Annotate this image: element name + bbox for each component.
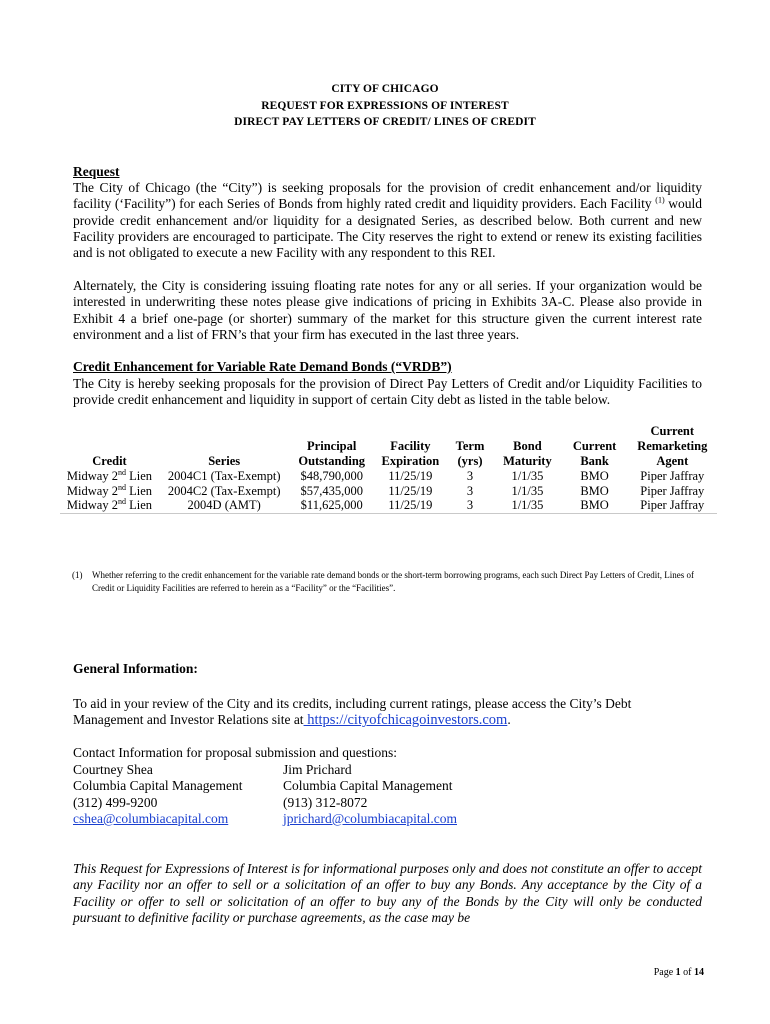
col-header-agent: Current Remarketing Agent (637, 424, 708, 468)
alternate-paragraph: Alternately, the City is considering issuing floating rate notes for any or all series. If your organization would be interested in underwriting these notes please give indications of pricing in Exhibits 3A-C. Please also provide in Exhibit 4 a brief one-page (or shorter) summary of the market for this structure given the current interest rate environment and a list of FRN’s that your firm has executed in the last three years. (73, 278, 702, 342)
footnote-text: Whether referring to the credit enhancement for the variable rate demand bonds or the short-term borrowing programs, each such Direct Pay Letters of Credit, Lines of Credit or Liquidity Facilities are referred to herein as a “Facility” or the “Facilities”. (92, 570, 695, 593)
header-line-1: CITY OF CHICAGO (331, 83, 439, 95)
contact-right-company: Columbia Capital Management (283, 778, 453, 794)
contact-right-phone: (913) 312-8072 (283, 794, 368, 810)
page-number: Page 1 of 14 (653, 967, 704, 978)
cell-maturity: 1/1/35 (511, 469, 544, 483)
header-line-2: REQUEST FOR EXPRESSIONS OF INTEREST (261, 100, 509, 112)
col-header-bank: Current Bank (572, 439, 617, 468)
cell-expiration: 11/25/19 (388, 498, 433, 512)
credit-enhancement-heading: Credit Enhancement for Variable Rate Demand Bonds (“VRDB”) (73, 359, 452, 374)
cell-agent: Piper Jaffray (640, 483, 705, 498)
cell-term: 3 (466, 469, 474, 483)
cell-bank: BMO (580, 469, 609, 483)
footnote (72, 569, 712, 594)
investor-site-link[interactable]: https://cityofchicagoinvestors.com (303, 712, 508, 729)
request-paragraph (73, 180, 702, 261)
cell-term: 3 (466, 498, 474, 512)
col-header-expiration: Facility Expiration (381, 439, 440, 468)
table-row (60, 498, 717, 513)
cell-agent: Piper Jaffray (640, 469, 705, 483)
contact-left (73, 762, 242, 827)
contact-left-company: Columbia Capital Management (73, 778, 243, 794)
cell-principal: $48,790,000 (300, 469, 363, 483)
col-header-series: Series (208, 454, 241, 468)
contact-left-name: Courtney Shea (73, 762, 153, 777)
bonds-table (60, 424, 717, 513)
col-header-maturity: Bond Maturity (503, 439, 552, 468)
cell-bank: BMO (580, 483, 609, 498)
cell-expiration: 11/25/19 (388, 483, 433, 498)
general-info-paragraph: To aid in your review of the City and its credits, including current ratings, please access the City’s Debt Management and Investor Relations site at https://cityofchicagoinvestors.com. (73, 696, 632, 729)
cell-credit: Midway 2nd Lien (66, 482, 153, 498)
cell-series: 2004D (AMT) (187, 498, 261, 512)
cell-credit: Midway 2nd Lien (66, 496, 153, 512)
col-header-principal: Principal Outstanding (298, 439, 366, 468)
credit-enhancement-paragraph: The City is hereby seeking proposals for the provision of Direct Pay Letters of Credit and/or Liquidity Facilities to provide credit enhancement and liquidity in support of certain City debt as listed in the table below. (73, 376, 702, 408)
contact-left-email[interactable]: cshea@columbiacapital.com (73, 810, 229, 826)
request-text-1: The City of Chicago (the “City”) is seeking proposals for the provision of credit enhancement and/or liquidity facility (‘Facility”) for each Series of Bonds from highly rated credit and liquidity providers. Each Facility (73, 180, 702, 212)
contact-left-phone: (312) 499-9200 (73, 794, 158, 810)
cell-principal: $57,435,000 (300, 483, 363, 498)
cell-term: 3 (466, 483, 474, 498)
col-header-credit: Credit (92, 454, 127, 468)
table-row (60, 469, 717, 484)
col-header-term: Term (yrs) (455, 439, 485, 468)
contact-right (283, 762, 457, 827)
table-row (60, 484, 717, 499)
cell-expiration: 11/25/19 (388, 469, 433, 483)
cell-series: 2004C2 (Tax-Exempt) (167, 483, 281, 498)
cell-series: 2004C1 (Tax-Exempt) (167, 469, 281, 483)
cell-maturity: 1/1/35 (511, 498, 544, 512)
cell-credit: Midway 2nd Lien (66, 467, 153, 483)
cell-principal: $11,625,000 (300, 498, 363, 512)
contact-right-email[interactable]: jprichard@columbiacapital.com (283, 810, 457, 826)
request-heading: Request (73, 164, 120, 179)
contact-intro: Contact Information for proposal submission and questions: (73, 745, 397, 760)
cell-agent: Piper Jaffray (640, 498, 705, 512)
request-text-2: would provide credit enhancement and/or liquidity for a designated Series, as described below. Both current and new Facility providers are encouraged to participate. The City reserves the right to extend or renew its existing facilities and is not obligated to execute a new Facility with any respondent to this REI. (73, 196, 702, 261)
table-header-row (60, 424, 717, 469)
cell-bank: BMO (580, 498, 609, 512)
footnote-marker: (1) (655, 195, 665, 205)
header-line-3: DIRECT PAY LETTERS OF CREDIT/ LINES OF CREDIT (234, 116, 536, 128)
disclaimer-paragraph: This Request for Expressions of Interest is for informational purposes only and does not constitute an offer to accept any Facility nor an offer to sell or a solicitation of an offer to buy any Bonds. Any acceptance by the City of a Facility or offer to sell or solicitation of an offer to buy any of the Bonds by the City will only be conducted pursuant to definitive facility or purchase agreements, as the case may be (73, 861, 702, 925)
contact-right-name: Jim Prichard (283, 762, 352, 777)
table-divider (60, 513, 717, 514)
general-info-heading: General Information: (73, 661, 198, 676)
footnote-number: (1) (72, 570, 83, 580)
cell-maturity: 1/1/35 (511, 483, 544, 498)
